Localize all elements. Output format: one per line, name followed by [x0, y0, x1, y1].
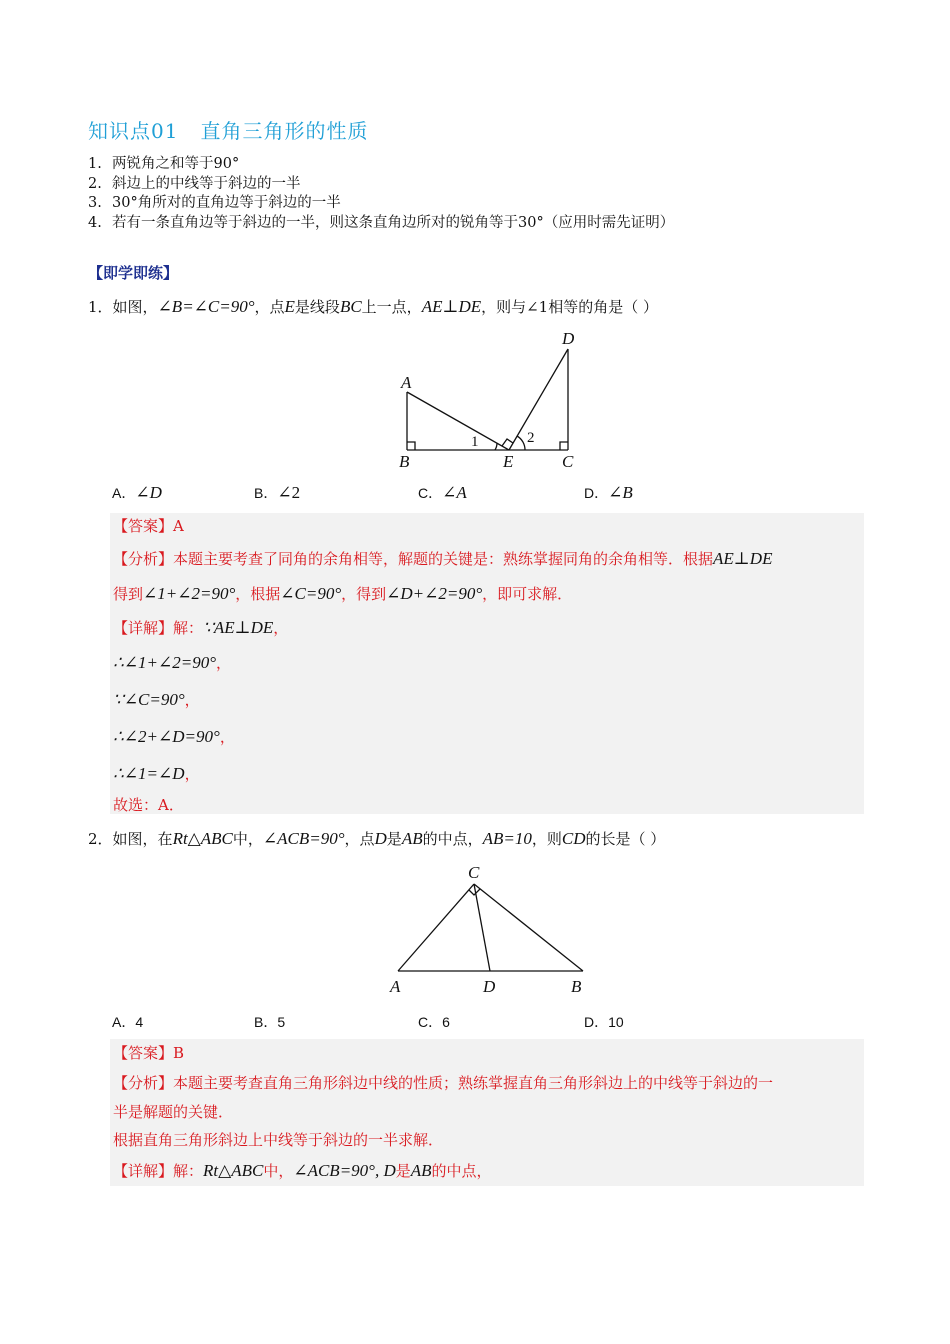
- q1-detail: 【详解】解：∵AE⊥DE，: [113, 618, 289, 637]
- segment-cb: [474, 884, 583, 971]
- q1-answer-box: [110, 513, 864, 814]
- q2-analysis-3: 根据直角三角形斜边上中线等于斜边的一半求解．: [113, 1131, 444, 1149]
- label-d: D: [562, 329, 575, 348]
- q1-step: ∵∠C=90°，: [113, 690, 200, 709]
- segment-ac: [398, 884, 474, 971]
- label-b: B: [571, 977, 582, 996]
- practice-heading: 【即学即练】: [88, 264, 179, 282]
- q1-analysis-1: 【分析】本题主要考查了同角的余角相等，解题的关键是：熟练掌握同角的余角相等．根据AE⊥DE: [113, 549, 773, 568]
- label-a: A: [401, 373, 412, 392]
- label-a: A: [390, 977, 401, 996]
- q1-step: ∴∠1=∠D，: [113, 764, 200, 783]
- label-e: E: [503, 452, 514, 471]
- angle-2-arc: [517, 436, 525, 450]
- q2-detail: 【详解】解：Rt△ABC中，∠ACB=90°, D是AB的中点，: [113, 1161, 492, 1180]
- segment-ae: [407, 392, 509, 450]
- section-label: 知识点01: [88, 119, 179, 143]
- list-item: 4. 若有一条直角边等于斜边的一半，则这条直角边所对的锐角等于30°（应用时需先证明）: [88, 214, 675, 231]
- list-item: 2. 斜边上的中线等于斜边的一半: [88, 175, 301, 192]
- option-a[interactable]: A．∠D: [112, 483, 162, 502]
- q2-analysis-1: 【分析】本题主要考查直角三角形斜边中线的性质；熟练掌握直角三角形斜边上的中线等于斜边的一: [113, 1074, 774, 1092]
- option-b[interactable]: B．5: [254, 1014, 286, 1030]
- q2-answer: 【答案】B: [113, 1044, 185, 1062]
- q2-options: [0, 1012, 950, 1034]
- q1-analysis-2: 得到∠1+∠2=90°，根据∠C=90°，得到∠D+∠2=90°，即可求解．: [113, 584, 573, 603]
- option-c[interactable]: C．∠A: [418, 483, 467, 502]
- q1-options: [0, 483, 950, 507]
- section-title: [88, 115, 368, 144]
- figure-2: [385, 860, 595, 1000]
- option-d[interactable]: D．10: [584, 1014, 624, 1030]
- q2-answer-box: [110, 1039, 864, 1186]
- list-item: 1. 两锐角之和等于90°: [88, 156, 240, 172]
- right-angle-c: [560, 442, 568, 450]
- section-heading: 直角三角形的性质: [200, 119, 369, 143]
- question-1: 1．如图，∠B=∠C=90°，点E是线段BC上一点，AE⊥DE，则与∠1相等的角是（ ）: [88, 297, 658, 316]
- label-c: C: [468, 863, 480, 882]
- q2-analysis-2: 半是解题的关键．: [113, 1103, 234, 1121]
- angle-1-arc: [495, 443, 497, 450]
- list-item: 3. 30°角所对的直角边等于斜边的一半: [88, 195, 341, 211]
- q1-conclusion: 故选：A．: [113, 796, 184, 814]
- q1-step: ∴∠2+∠D=90°，: [113, 727, 235, 746]
- label-angle-2: 2: [527, 430, 535, 446]
- q1-step: ∴∠1+∠2=90°，: [113, 653, 232, 672]
- label-angle-1: 1: [471, 434, 479, 450]
- option-c[interactable]: C．6: [418, 1014, 450, 1030]
- segment-cd: [474, 884, 490, 971]
- label-c: C: [562, 452, 574, 471]
- property-list: [88, 155, 674, 233]
- option-a[interactable]: A．4: [112, 1014, 144, 1030]
- segment-ed: [509, 349, 568, 450]
- figure-1: [390, 328, 590, 476]
- label-b: B: [399, 452, 410, 471]
- q1-answer: 【答案】A: [113, 517, 184, 535]
- question-2: 2．如图，在Rt△ABC中，∠ACB=90°，点D是AB的中点，AB=10，则CD的长是（ ）: [88, 829, 666, 848]
- option-b[interactable]: B．∠2: [254, 483, 301, 502]
- label-d: D: [483, 977, 496, 996]
- option-d[interactable]: D．∠B: [584, 483, 633, 502]
- right-angle-b: [407, 442, 415, 450]
